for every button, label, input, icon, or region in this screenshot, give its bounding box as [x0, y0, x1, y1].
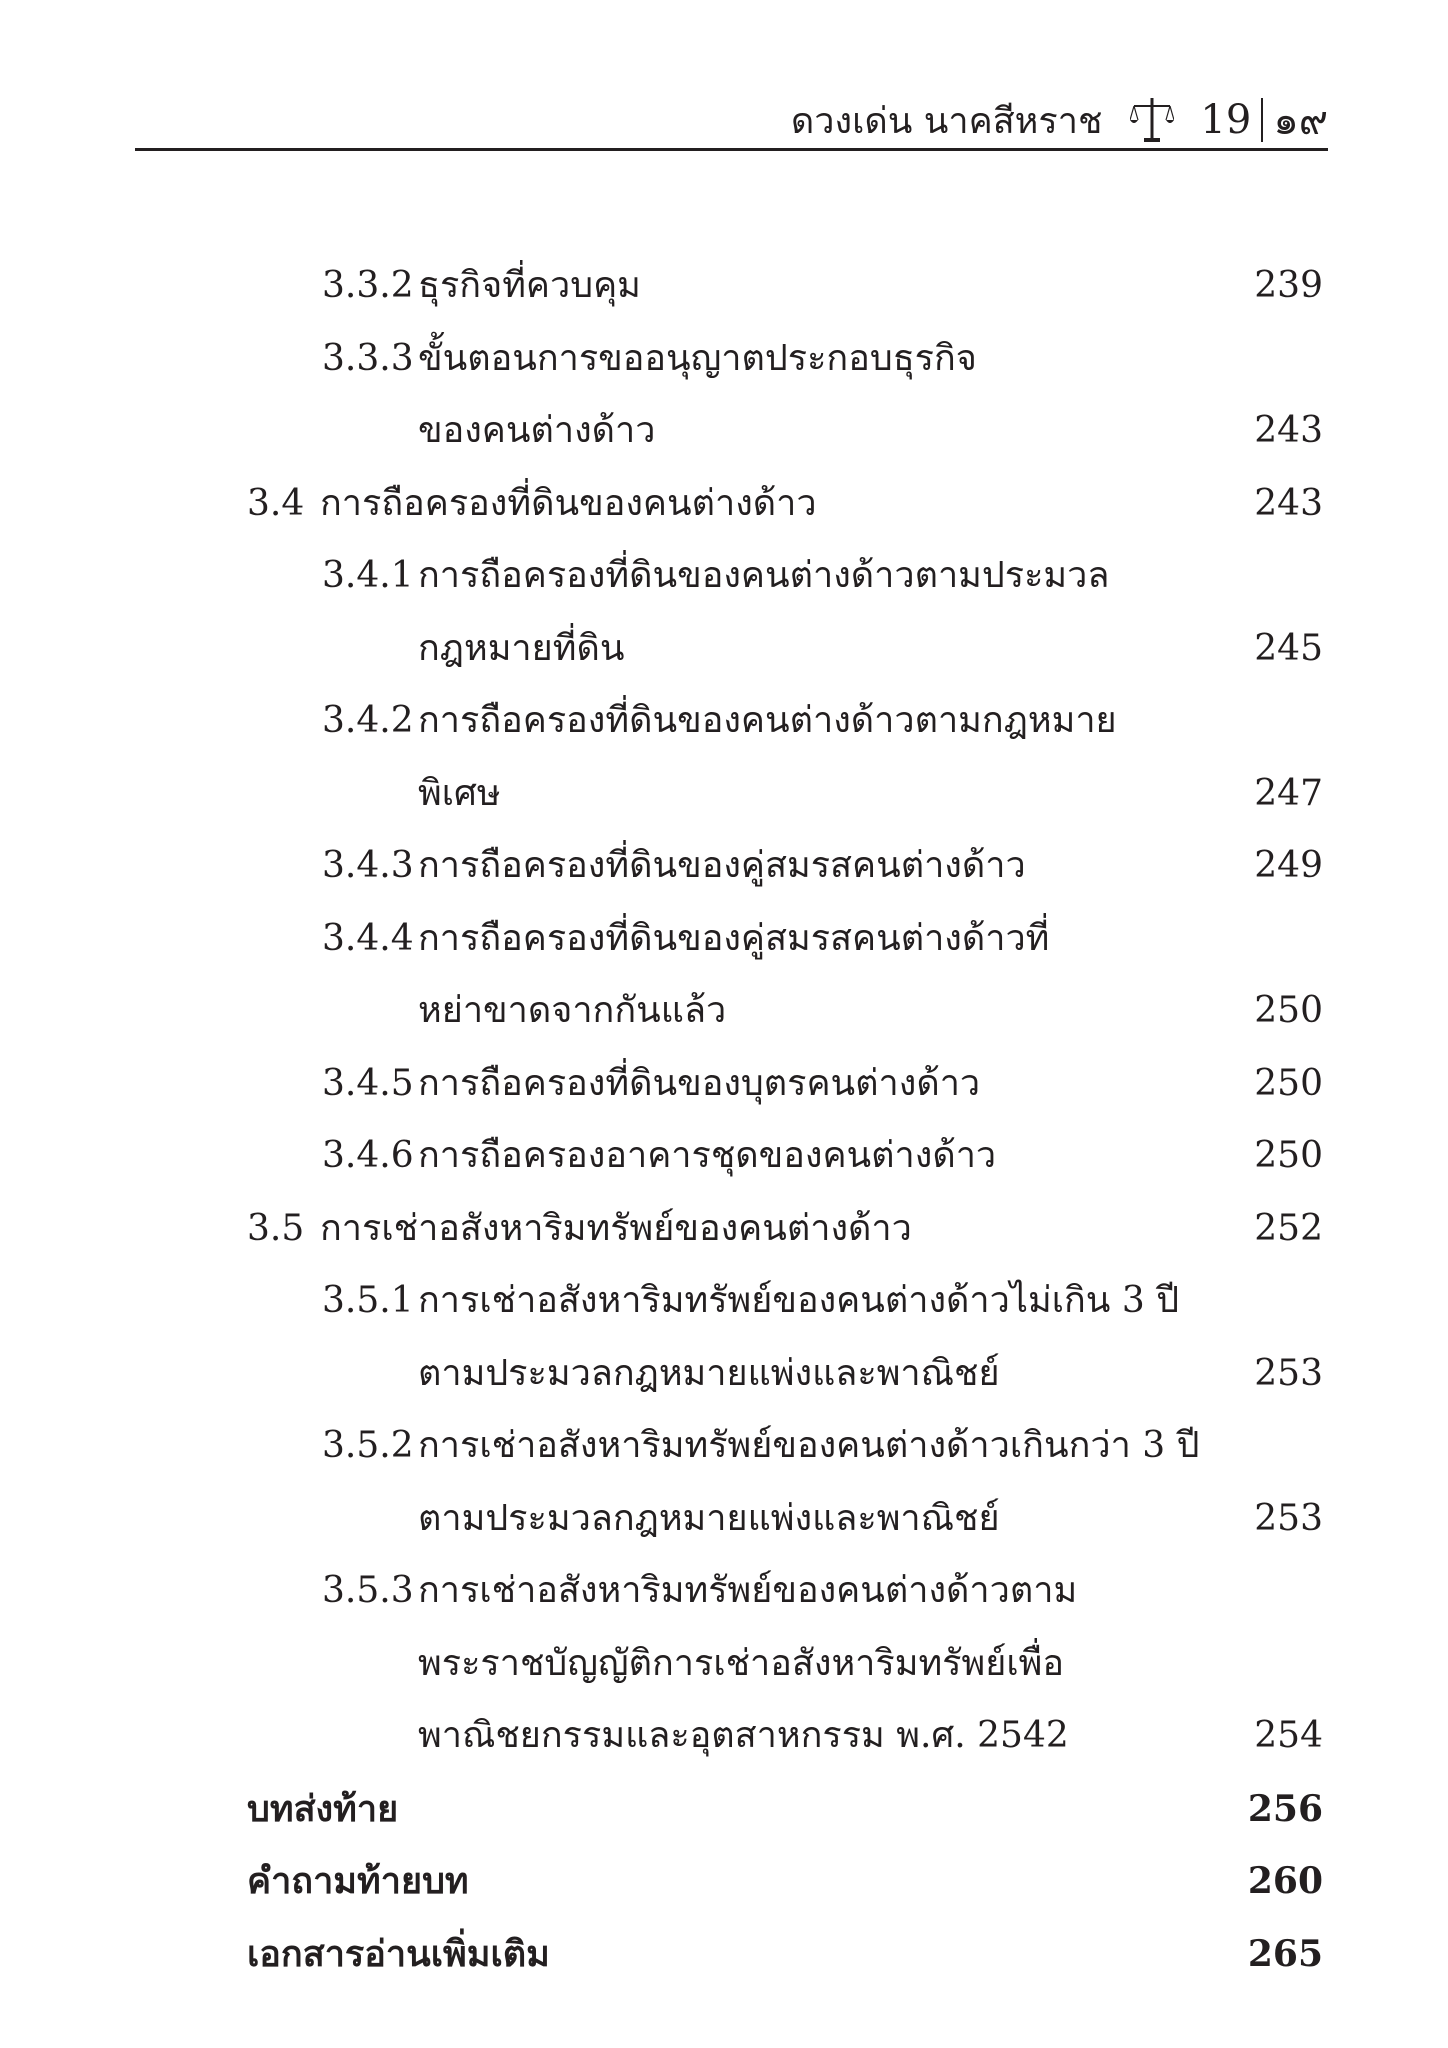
toc-entry: [0, 830, 1448, 903]
toc-entry-page: 243: [1254, 482, 1323, 524]
toc-entry: [0, 468, 1448, 541]
toc-entry-page: 265: [1247, 1932, 1323, 1975]
toc-entry: [0, 1700, 1448, 1773]
toc-entry-page: 253: [1254, 1352, 1323, 1394]
toc-entry-title: หย่าขาดจากกันแล้ว: [418, 990, 727, 1031]
toc-entry-title: ของคนต่างด้าว: [418, 410, 656, 451]
toc-entry: [0, 1918, 1448, 1991]
toc-entry-number: 3.4.3: [322, 845, 414, 886]
toc-entry-title: การเช่าอสังหาริมทรัพย์ของคนต่างด้าวเกินกว่า 3 ปี: [418, 1425, 1200, 1466]
toc-entry: [0, 1338, 1448, 1411]
toc-entry-title: การถือครองที่ดินของคนต่างด้าว: [320, 482, 817, 524]
toc-entry-number: 3.4: [247, 482, 305, 524]
running-header: [135, 92, 1328, 151]
toc-entry-title: ตามประมวลกฎหมายแพ่งและพาณิชย์: [418, 1352, 1000, 1394]
toc-entry-title: การถือครองที่ดินของคู่สมรสคนต่างด้าว: [418, 845, 1026, 886]
toc-entry-number: 3.4.1: [322, 555, 414, 596]
toc-entry: [0, 395, 1448, 468]
author-name: ดวงเด่น นาคสีหราช: [790, 100, 1103, 142]
toc-entry: [0, 1120, 1448, 1193]
toc-entry: [0, 1628, 1448, 1701]
toc-entry-page: 245: [1254, 627, 1323, 669]
toc-entry-page: 254: [1254, 1715, 1323, 1756]
toc-entry-page: 252: [1254, 1207, 1323, 1249]
page-number: 19: [1200, 97, 1252, 143]
toc-entry-title: พิเศษ: [418, 772, 501, 814]
page-number-thai: ๑๙: [1273, 98, 1328, 144]
toc-entry-page: 253: [1254, 1497, 1323, 1539]
toc-entry-page: 247: [1254, 772, 1323, 814]
scales-of-justice-icon: [1130, 96, 1174, 144]
toc-entry-number: 3.5.3: [322, 1570, 414, 1611]
toc-entry-number: 3.4.5: [322, 1062, 414, 1104]
toc-entry: [0, 1845, 1448, 1918]
toc-entry-number: 3.4.6: [322, 1135, 414, 1176]
toc-entry: [0, 1410, 1448, 1483]
toc-entry: [0, 1048, 1448, 1121]
toc-entry-number: 3.5: [247, 1207, 305, 1249]
toc-entry-title: ตามประมวลกฎหมายแพ่งและพาณิชย์: [418, 1497, 1000, 1539]
toc-entry: [0, 613, 1448, 686]
toc-entry: [0, 250, 1448, 323]
toc-entry-number: 3.3.2: [322, 265, 414, 306]
toc-entry: [0, 1193, 1448, 1266]
toc-entry-title: กฎหมายที่ดิน: [418, 627, 625, 669]
toc-entry-title: การถือครองที่ดินของบุตรคนต่างด้าว: [418, 1062, 981, 1104]
toc-entry-number: 3.5.1: [322, 1280, 414, 1321]
toc-entry-page: 239: [1254, 265, 1323, 306]
toc-entry-title: การเช่าอสังหาริมทรัพย์ของคนต่างด้าว: [320, 1207, 912, 1249]
toc-entry-page: 260: [1247, 1860, 1323, 1902]
toc-entry: [0, 1265, 1448, 1338]
toc-entry-title: พระราชบัญญัติการเช่าอสังหาริมทรัพย์เพื่อ: [418, 1642, 1064, 1684]
toc-entry: [0, 1483, 1448, 1556]
toc-entry-number: 3.3.3: [322, 337, 414, 379]
divider: [1261, 98, 1263, 142]
toc-entry: [0, 540, 1448, 613]
toc-entry-number: 3.5.2: [322, 1425, 414, 1466]
toc-entry-title: บทส่งท้าย: [247, 1787, 399, 1830]
toc-entry: [0, 323, 1448, 396]
toc-entry-title: พาณิชยกรรมและอุตสาหกรรม พ.ศ. 2542: [418, 1715, 1069, 1756]
toc-entry-page: 250: [1254, 1135, 1323, 1176]
toc-entry-title: การเช่าอสังหาริมทรัพย์ของคนต่างด้าวไม่เกิน 3 ปี: [418, 1280, 1180, 1321]
toc-entry-title: ขั้นตอนการขออนุญาตประกอบธุรกิจ: [418, 337, 977, 379]
toc-entry-page: 243: [1254, 410, 1323, 451]
toc-entry-title: การถือครองที่ดินของคนต่างด้าวตามกฎหมาย: [418, 700, 1117, 741]
toc-entry-title: การถือครองที่ดินของคนต่างด้าวตามประมวล: [418, 555, 1110, 596]
toc-entry-title: เอกสารอ่านเพิ่มเติม: [247, 1932, 550, 1975]
toc-entry-title: ธุรกิจที่ควบคุม: [418, 265, 641, 306]
table-of-contents: [0, 250, 1448, 1990]
toc-entry-page: 249: [1254, 845, 1323, 886]
toc-entry-page: 256: [1247, 1787, 1323, 1830]
toc-entry: [0, 758, 1448, 831]
toc-entry: [0, 1773, 1448, 1846]
toc-entry: [0, 685, 1448, 758]
toc-entry: [0, 903, 1448, 976]
toc-entry-title: การเช่าอสังหาริมทรัพย์ของคนต่างด้าวตาม: [418, 1570, 1078, 1611]
toc-entry: [0, 975, 1448, 1048]
toc-entry-number: 3.4.2: [322, 700, 414, 741]
toc-entry: [0, 1555, 1448, 1628]
toc-entry-title: การถือครองที่ดินของคู่สมรสคนต่างด้าวที่: [418, 917, 1050, 959]
toc-entry-number: 3.4.4: [322, 917, 414, 959]
toc-entry-title: คำถามท้ายบท: [247, 1860, 469, 1902]
toc-entry-title: การถือครองอาคารชุดของคนต่างด้าว: [418, 1135, 997, 1176]
toc-entry-page: 250: [1254, 1062, 1323, 1104]
toc-entry-page: 250: [1254, 990, 1323, 1031]
